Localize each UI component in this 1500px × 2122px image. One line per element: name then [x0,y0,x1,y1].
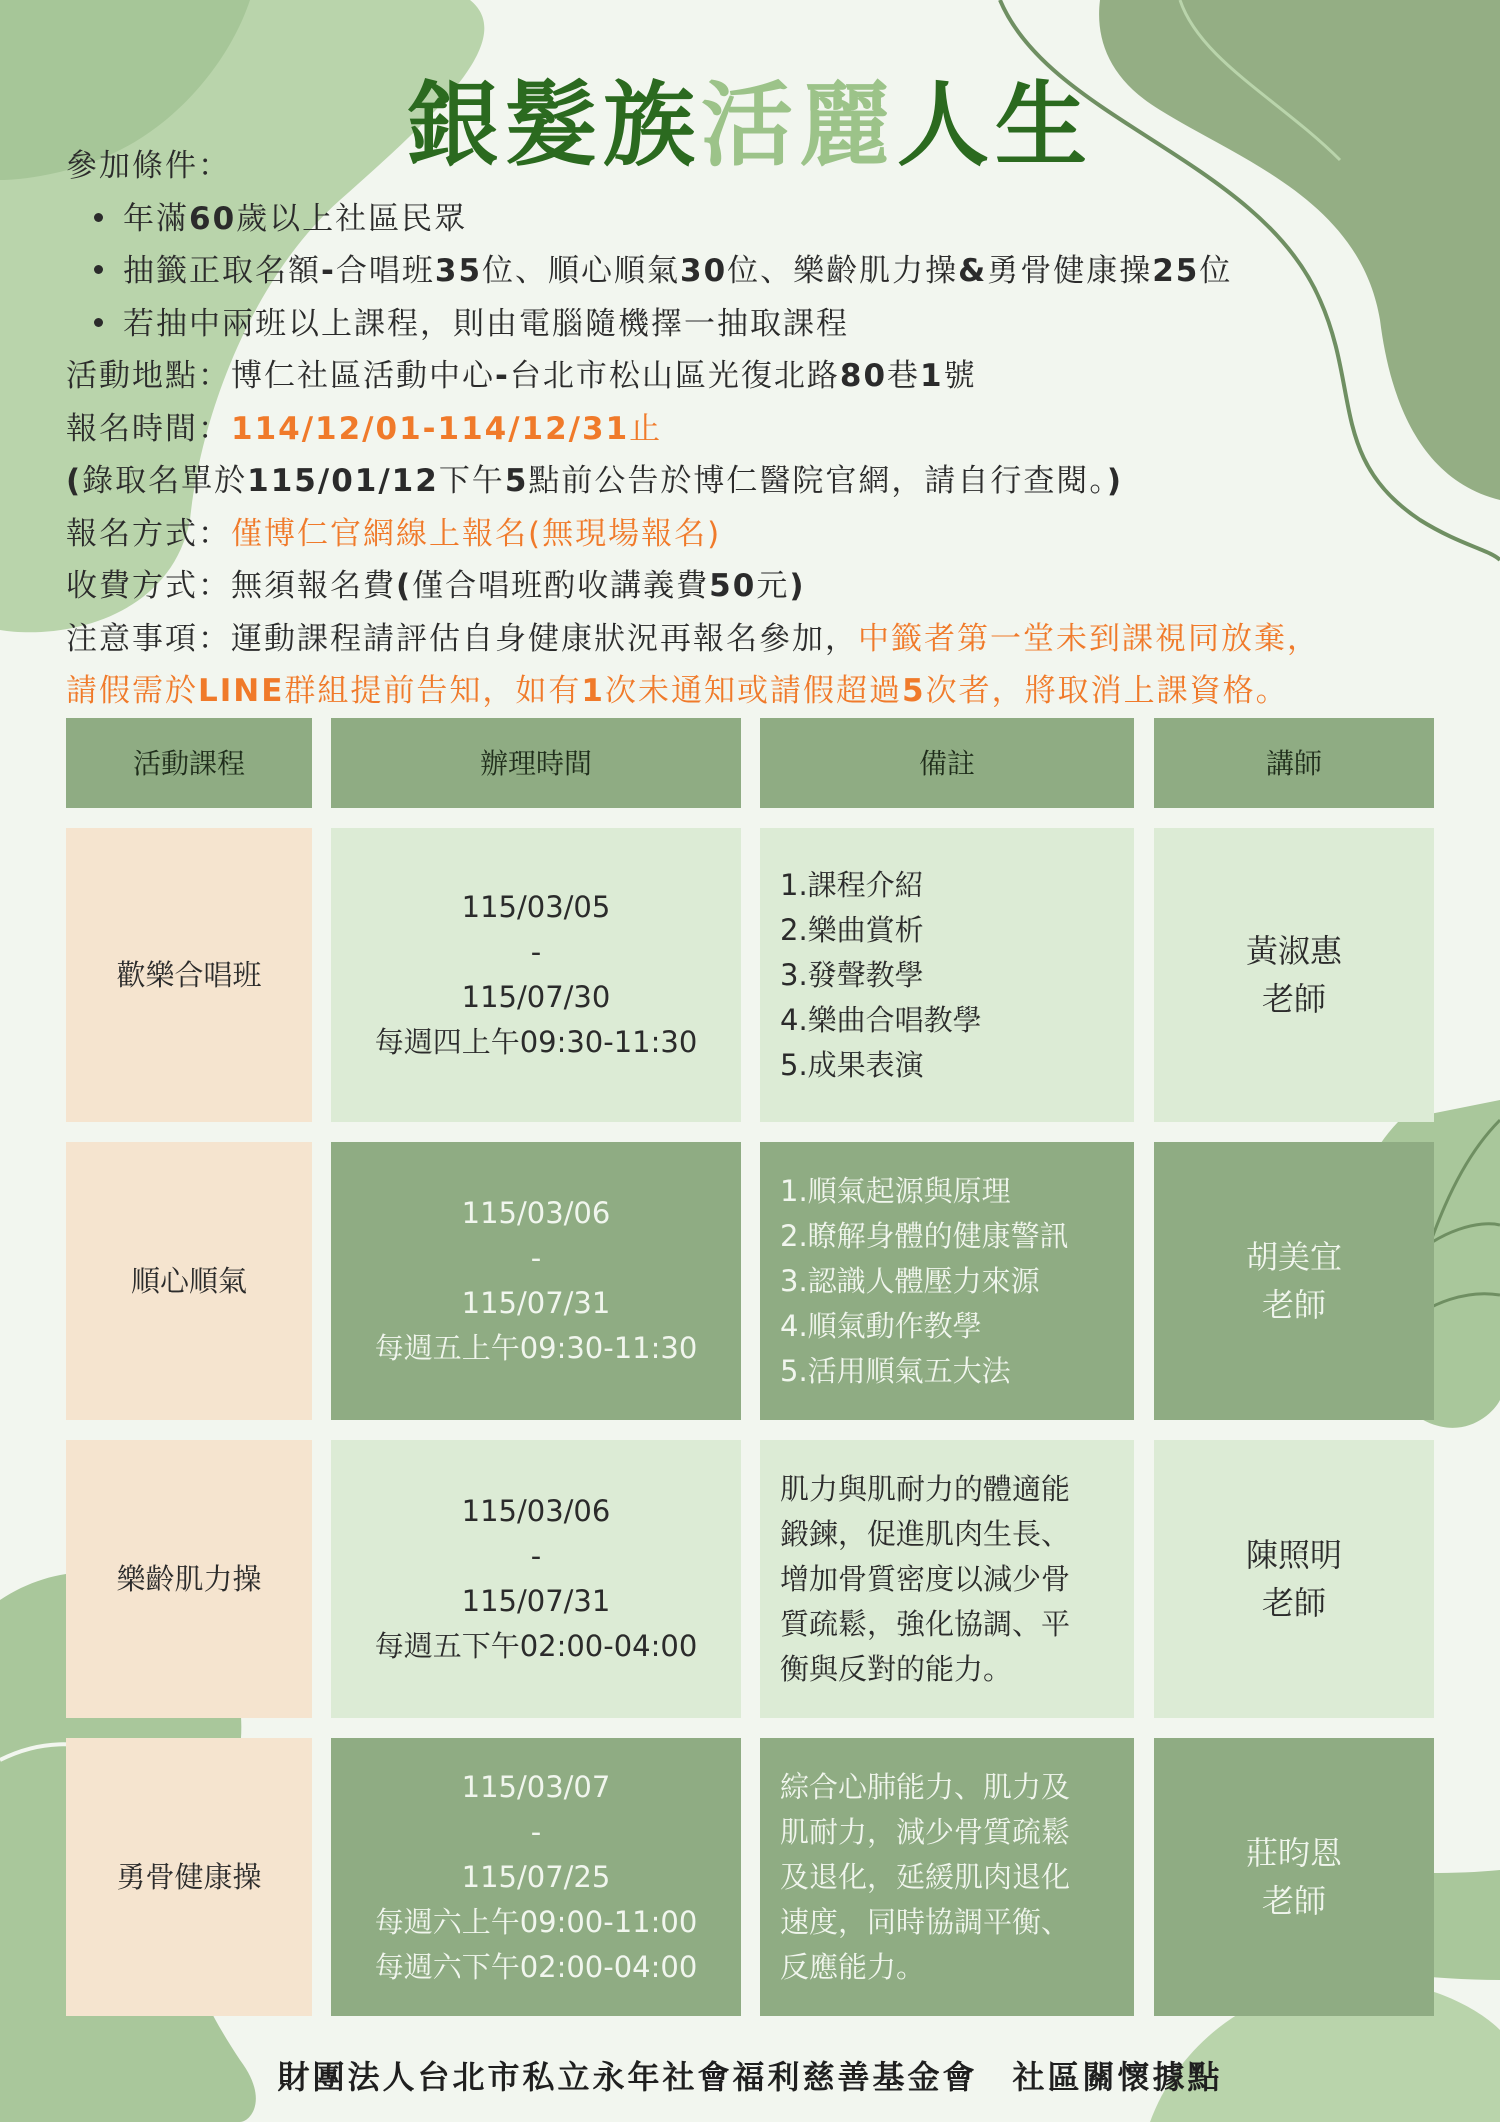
bullet-icon [94,265,103,274]
notes-paragraph: 綜合心肺能力、肌力及 肌耐力，減少骨質疏鬆 及退化，延緩肌肉退化 速度，同時協調平衡、 反應能力。 [780,1769,1071,1984]
notes-list [780,1169,1069,1394]
fee-line: 收費方式：無須報名費(僅合唱班酌收講義費50元) [66,568,806,604]
title-part-1: 銀髮族 [406,72,701,179]
title-part-2: 活麗 [700,72,897,179]
course-name-cell: 勇骨健康操 [66,1738,312,2016]
notes-cell [760,1142,1134,1420]
info-section [66,140,1446,718]
header-notes: 備註 [760,718,1134,808]
list-item: 3.發聲教學 [780,957,924,992]
header-time: 辦理時間 [331,718,741,808]
header-course: 活動課程 [66,718,312,808]
location-line: 活動地點：博仁社區活動中心-台北市松山區光復北路80巷1號 [66,358,977,394]
condition-item-quota: 抽籤正取名額-合唱班35位、順心順氣30位、樂齡肌力操&勇骨健康操25位 [66,245,1446,298]
bullet-icon [94,318,103,327]
list-item: 1.順氣起源與原理 [780,1173,1011,1208]
condition-item-lottery: 若抽中兩班以上課程，則由電腦隨機擇一抽取課程 [66,298,1446,351]
condition-item-age: 年滿60歲以上社區民眾 [66,193,1446,246]
list-item: 2.樂曲賞析 [780,912,924,947]
notes-list [780,863,982,1088]
registration-time-value: 114/12/01-114/12/31 [231,410,630,447]
notes-cell [760,828,1134,1122]
notes-paragraph: 肌力與肌耐力的體適能 鍛鍊，促進肌肉生長、 增加骨質密度以減少骨 質疏鬆，強化協調、平 衡與反對的能力。 [780,1471,1071,1686]
announcement-line: (錄取名單於115/01/12下午5點前公告於博仁醫院官網，請自行查閱。) [66,463,1124,499]
notes-cell [760,1738,1134,2016]
list-item: 4.樂曲合唱教學 [780,1002,982,1037]
footer-organization: 財團法人台北市私立永年社會福利慈善基金會 社區關懷據點 [277,2058,1223,2096]
course-name-cell: 順心順氣 [66,1142,312,1420]
title-part-3: 人生 [897,72,1094,179]
schedule-time-cell: 115/03/07 - 115/07/25 每週六上午09:00-11:00 每週六下午02:00-04:00 [331,1738,741,2016]
list-item: 2.瞭解身體的健康警訊 [780,1218,1069,1253]
registration-method-value: 僅博仁官網線上報名(無現場報名) [231,515,722,552]
notice-line-1: 注意事項：運動課程請評估自身健康狀況再報名參加，中籤者第一堂未到課視同放棄， [66,620,1320,657]
teacher-cell: 黃淑惠 老師 [1154,828,1434,1122]
teacher-cell: 胡美宜 老師 [1154,1142,1434,1420]
schedule-time-cell: 115/03/06 - 115/07/31 每週五下午02:00-04:00 [331,1440,741,1718]
notes-cell [760,1440,1134,1718]
registration-method-line: 報名方式：僅博仁官網線上報名(無現場報名) [66,515,722,552]
list-item: 4.順氣動作教學 [780,1308,982,1343]
teacher-cell: 陳照明 老師 [1154,1440,1434,1718]
conditions-label: 參加條件： [66,148,231,184]
list-item: 1.課程介紹 [780,867,924,902]
header-teacher: 講師 [1154,718,1434,808]
course-name-cell: 歡樂合唱班 [66,828,312,1122]
list-item: 3.認識人體壓力來源 [780,1263,1040,1298]
list-item: 5.活用順氣五大法 [780,1353,1011,1388]
list-item: 5.成果表演 [780,1047,924,1082]
notice-line-2: 請假需於LINE群組提前告知，如有1次未通知或請假超過5次者，將取消上課資格。 [66,673,1289,709]
schedule-time-cell: 115/03/05 - 115/07/30 每週四上午09:30-11:30 [331,828,741,1122]
teacher-cell: 莊昀恩 老師 [1154,1738,1434,2016]
schedule-time-cell: 115/03/06 - 115/07/31 每週五上午09:30-11:30 [331,1142,741,1420]
bullet-icon [94,213,103,222]
course-name-cell: 樂齡肌力操 [66,1440,312,1718]
registration-time-line: 報名時間：114/12/01-114/12/31止 [66,410,663,447]
